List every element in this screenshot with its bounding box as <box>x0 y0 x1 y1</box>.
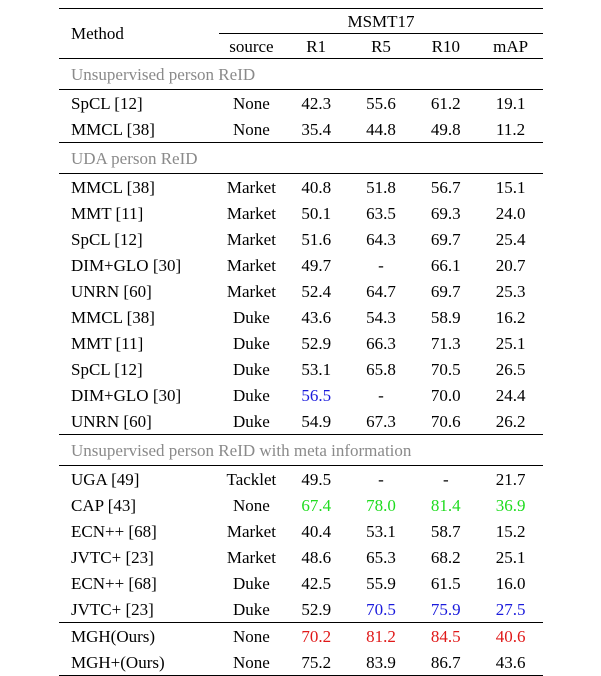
r10-cell: 61.2 <box>413 90 478 117</box>
section-title: Unsupervised person ReID with meta information <box>59 435 543 466</box>
r1-cell: 50.1 <box>301 203 332 223</box>
source-cell: None <box>232 119 270 139</box>
method-cell: MMCL [38] <box>71 119 155 139</box>
r1-cell: 75.2 <box>284 649 349 676</box>
map-cell: 26.5 <box>495 359 526 379</box>
r1-cell: 56.5 <box>301 385 332 405</box>
r10-cell: 86.7 <box>413 649 478 676</box>
source-cell: Tacklet <box>219 466 284 493</box>
map-cell: 15.2 <box>495 521 526 541</box>
r5-cell: 51.8 <box>349 174 414 201</box>
source-cell: Market <box>226 203 276 223</box>
r1-cell: 35.4 <box>301 119 332 139</box>
col-header-r10: R10 <box>431 36 460 56</box>
col-header-map: mAP <box>493 36 529 56</box>
method-header: Method <box>59 9 219 59</box>
r1-cell: 43.6 <box>301 307 332 327</box>
source-cell: Market <box>226 547 276 567</box>
r5-cell: 81.2 <box>349 623 414 650</box>
dataset-header: MSMT17 <box>219 9 543 34</box>
results-table-wrap <box>59 8 543 676</box>
method-cell: MMT [11] <box>71 333 144 353</box>
r10-cell: 84.5 <box>413 623 478 650</box>
map-cell: 16.2 <box>495 307 526 327</box>
col-header-r5: R5 <box>371 36 391 56</box>
method-cell: JVTC+ [23] <box>71 599 154 619</box>
method-cell: MMCL [38] <box>71 307 155 327</box>
r10-cell: 69.7 <box>430 281 461 301</box>
method-cell: MGH+(Ours) <box>59 649 219 676</box>
map-cell: 43.6 <box>478 649 543 676</box>
r1-cell: 70.2 <box>284 623 349 650</box>
source-cell: Duke <box>232 333 270 353</box>
map-cell: 40.6 <box>478 623 543 650</box>
map-cell: 25.1 <box>495 333 526 353</box>
r1-cell: 53.1 <box>301 359 332 379</box>
map-cell: 21.7 <box>478 466 543 493</box>
r5-cell: 64.3 <box>366 229 396 249</box>
r1-cell: 52.4 <box>301 281 332 301</box>
method-cell: ECN++ [68] <box>71 573 157 593</box>
r5-cell: 67.3 <box>366 411 396 431</box>
method-cell: DIM+GLO [30] <box>71 255 182 275</box>
r1-cell: 67.4 <box>301 495 332 515</box>
source-cell: None <box>219 649 284 676</box>
r5-cell: 65.3 <box>366 547 396 567</box>
method-cell: MMCL [38] <box>59 174 219 201</box>
r10-cell: 71.3 <box>430 333 461 353</box>
r5-cell: 55.6 <box>349 90 414 117</box>
method-cell: MGH(Ours) <box>59 623 219 650</box>
section-title: Unsupervised person ReID <box>59 59 543 90</box>
r10-cell: 58.9 <box>430 307 461 327</box>
method-cell: UNRN [60] <box>71 281 152 301</box>
r10-cell: 75.9 <box>430 599 461 619</box>
r10-cell: - <box>413 466 478 493</box>
map-cell: 11.2 <box>496 119 526 139</box>
col-header-source: source <box>229 36 274 56</box>
r5-cell: 44.8 <box>366 119 396 139</box>
method-cell: SpCL [12] <box>71 229 143 249</box>
source-cell: Duke <box>232 359 270 379</box>
r10-cell: 58.7 <box>430 521 461 541</box>
r10-cell: 66.1 <box>430 255 461 275</box>
r5-cell: 70.5 <box>366 599 396 619</box>
map-cell: 20.7 <box>495 255 526 275</box>
r5-cell: - <box>349 466 414 493</box>
method-cell: CAP [43] <box>71 495 137 515</box>
method-cell: JVTC+ [23] <box>71 547 154 567</box>
r5-cell: 65.8 <box>366 359 396 379</box>
method-cell: MMT [11] <box>71 203 144 223</box>
r1-cell: 51.6 <box>301 229 332 249</box>
r5-cell: 78.0 <box>366 495 396 515</box>
r1-cell: 40.8 <box>284 174 349 201</box>
source-cell: Market <box>226 521 276 541</box>
r10-cell: 70.0 <box>430 385 461 405</box>
r10-cell: 69.3 <box>430 203 461 223</box>
map-cell: 25.1 <box>495 547 526 567</box>
r5-cell: - <box>378 255 384 275</box>
source-cell: Market <box>226 229 276 249</box>
map-cell: 25.3 <box>495 281 526 301</box>
source-cell: None <box>219 90 284 117</box>
r1-cell: 54.9 <box>301 411 332 431</box>
method-cell: UNRN [60] <box>71 411 152 431</box>
method-cell: UGA [49] <box>59 466 219 493</box>
map-cell: 25.4 <box>495 229 526 249</box>
results-table <box>59 8 543 676</box>
col-header-r1: R1 <box>306 36 327 56</box>
method-cell: DIM+GLO [30] <box>71 385 182 405</box>
method-cell: ECN++ [68] <box>71 521 157 541</box>
r5-cell: 66.3 <box>366 333 396 353</box>
source-cell: Market <box>226 255 276 275</box>
r1-cell: 42.5 <box>301 573 332 593</box>
r5-cell: 55.9 <box>366 573 396 593</box>
map-cell: 16.0 <box>495 573 526 593</box>
source-cell: Market <box>219 174 284 201</box>
section-title: UDA person ReID <box>59 143 543 174</box>
r1-cell: 49.5 <box>284 466 349 493</box>
source-cell: None <box>219 623 284 650</box>
r1-cell: 52.9 <box>301 599 332 619</box>
source-cell: Market <box>226 281 276 301</box>
map-cell: 19.1 <box>478 90 543 117</box>
map-cell: 26.2 <box>495 411 526 431</box>
r1-cell: 48.6 <box>301 547 332 567</box>
r10-cell: 68.2 <box>430 547 461 567</box>
source-cell: Duke <box>232 307 270 327</box>
r5-cell: 54.3 <box>366 307 396 327</box>
method-cell: SpCL [12] <box>59 90 219 117</box>
r5-cell: - <box>378 385 384 405</box>
r10-cell: 69.7 <box>430 229 461 249</box>
r1-cell: 40.4 <box>301 521 332 541</box>
source-cell: Duke <box>232 411 270 431</box>
source-cell: Duke <box>232 573 270 593</box>
map-cell: 36.9 <box>495 495 526 515</box>
r1-cell: 52.9 <box>301 333 332 353</box>
r10-cell: 56.7 <box>413 174 478 201</box>
r1-cell: 49.7 <box>301 255 332 275</box>
r1-cell: 42.3 <box>284 90 349 117</box>
r10-cell: 61.5 <box>430 573 461 593</box>
source-cell: None <box>232 495 270 515</box>
r5-cell: 63.5 <box>366 203 396 223</box>
r10-cell: 49.8 <box>430 119 461 139</box>
method-cell: SpCL [12] <box>71 359 143 379</box>
map-cell: 27.5 <box>495 599 526 619</box>
map-cell: 15.1 <box>478 174 543 201</box>
r10-cell: 70.6 <box>430 411 461 431</box>
r10-cell: 70.5 <box>430 359 461 379</box>
r5-cell: 53.1 <box>366 521 396 541</box>
r10-cell: 81.4 <box>430 495 461 515</box>
source-cell: Duke <box>232 385 270 405</box>
r5-cell: 64.7 <box>366 281 396 301</box>
map-cell: 24.0 <box>495 203 526 223</box>
map-cell: 24.4 <box>495 385 526 405</box>
source-cell: Duke <box>232 599 270 619</box>
r5-cell: 83.9 <box>349 649 414 676</box>
